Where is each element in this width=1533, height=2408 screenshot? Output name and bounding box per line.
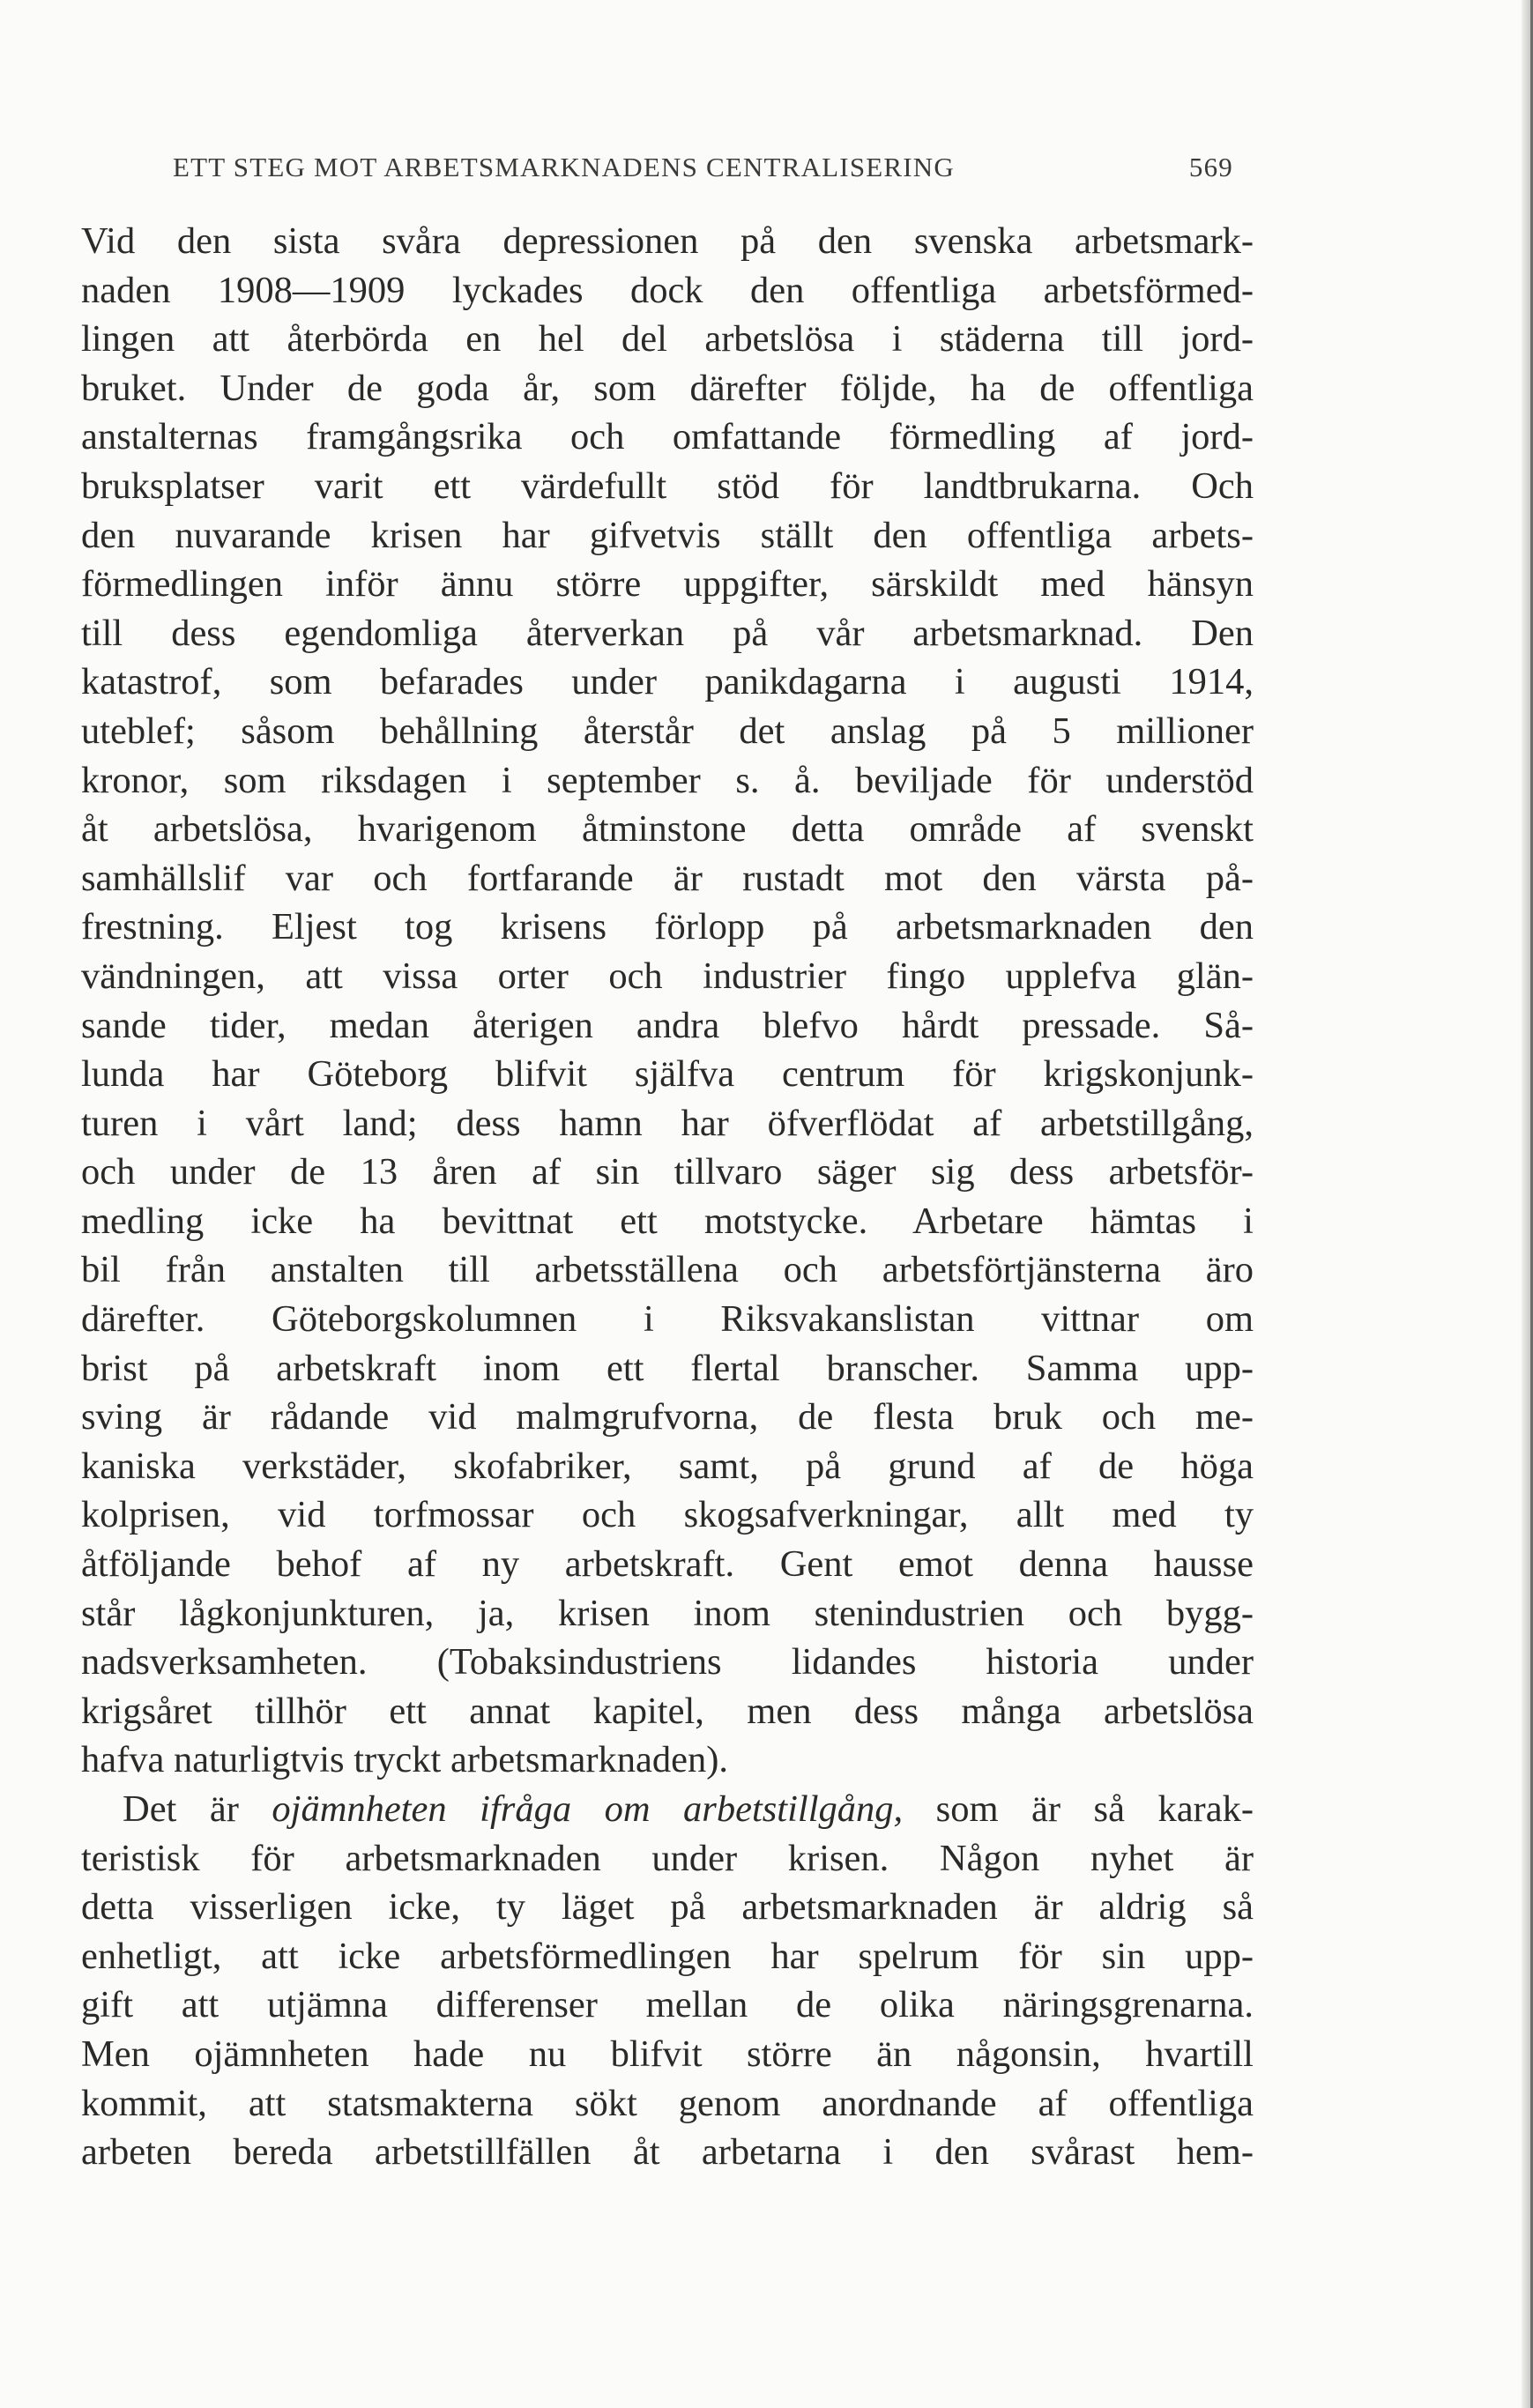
text-line: turen i vårt land; dess hamn har öfverflödat af arbetstillgång, <box>81 1102 1254 1144</box>
text-line: uteblef; såsom behållning återstår det anslag på 5 millioner <box>81 710 1254 752</box>
text-line: samhällslif var och fortfarande är rustadt mot den värsta på- <box>81 857 1254 899</box>
running-head <box>173 152 1233 187</box>
text-line: anstalternas framgångsrika och omfattande förmedling af jord- <box>81 416 1254 458</box>
text-line: Vid den sista svåra depressionen på den svenska arbetsmark- <box>81 220 1254 262</box>
text-line: enhetligt, att icke arbetsförmedlingen har spelrum för sin upp- <box>81 1935 1254 1977</box>
text-line: arbeten bereda arbetstillfällen åt arbetarna i den svårast hem- <box>81 2131 1254 2174</box>
text-line: nadsverksamheten. (Tobaksindustriens lidandes historia under <box>81 1641 1254 1683</box>
text-line: lunda har Göteborg blifvit själfva centrum för krigskonjunk- <box>81 1053 1254 1096</box>
text-line: sande tider, medan återigen andra blefvo hårdt pressade. Så- <box>81 1004 1254 1046</box>
text-line: åt arbetslösa, hvarigenom åtminstone detta område af svenskt <box>81 808 1254 851</box>
text-line: brist på arbetskraft inom ett flertal branscher. Samma upp- <box>81 1347 1254 1389</box>
text-line: sving är rådande vid malmgrufvorna, de flesta bruk och me- <box>81 1396 1254 1438</box>
text-line: den nuvarande krisen har gifvetvis ställt den offentliga arbets- <box>81 514 1254 556</box>
text-line: bruket. Under de goda år, som därefter följde, ha de offentliga <box>81 367 1254 409</box>
text-line: kaniska verkstäder, skofabriker, samt, på grund af de höga <box>81 1445 1254 1487</box>
text-line: gift att utjämna differenser mellan de olika näringsgrenarna. <box>81 1984 1254 2026</box>
text-line: och under de 13 åren af sin tillvaro säger sig dess arbetsför- <box>81 1151 1254 1193</box>
text-line: kommit, att statsmakterna sökt genom anordnande af offentliga <box>81 2082 1254 2124</box>
text-line: naden 1908—1909 lyckades dock den offentliga arbetsförmed- <box>81 269 1254 311</box>
running-title: ETT STEG MOT ARBETSMARKNADENS CENTRALISERING <box>173 152 955 182</box>
text-line: frestning. Eljest tog krisens förlopp på arbetsmarknaden den <box>81 906 1254 948</box>
text-line: detta visserligen icke, ty läget på arbetsmarknaden är aldrig så <box>81 1886 1254 1929</box>
paragraph-end-line: hafva naturligtvis tryckt arbetsmarknaden). <box>81 1739 729 1781</box>
text-line: Men ojämnheten hade nu blifvit större än någonsin, hvartill <box>81 2033 1254 2075</box>
text-line: lingen att återbörda en hel del arbetslösa i städerna till jord- <box>81 318 1254 360</box>
text-line: till dess egendomliga återverkan på vår arbetsmarknad. Den <box>81 612 1254 654</box>
italic-phrase: ojämnheten ifråga om arbetstillgång, <box>272 1788 904 1830</box>
page-edge-shadow <box>1522 0 1530 2408</box>
body-text <box>81 217 1254 2177</box>
text-line: står lågkonjunkturen, ja, krisen inom stenindustrien och bygg- <box>81 1592 1254 1634</box>
text-line: kronor, som riksdagen i september s. å. beviljade för understöd <box>81 759 1254 801</box>
page-number: 569 <box>1188 152 1233 182</box>
text-line: förmedlingen inför ännu större uppgifter, särskildt med hänsyn <box>81 563 1254 606</box>
text-line: katastrof, som befarades under panikdagarna i augusti 1914, <box>81 661 1254 703</box>
text-line: krigsåret tillhör ett annat kapitel, men dess många arbetslösa <box>81 1690 1254 1732</box>
text-line: åtföljande behof af ny arbetskraft. Gent emot denna hausse <box>81 1543 1254 1586</box>
text-line: bil från anstalten till arbetsställena och arbetsförtjänsterna äro <box>81 1249 1254 1291</box>
paragraph-start-line <box>81 1785 1254 1834</box>
text-line: därefter. Göteborgskolumnen i Riksvakanslistan vittnar om <box>81 1298 1254 1341</box>
line-text: Det är <box>123 1788 272 1830</box>
text-line: teristisk för arbetsmarknaden under krisen. Någon nyhet är <box>81 1837 1254 1879</box>
line-text: som är så karak- <box>903 1788 1254 1830</box>
text-line: vändningen, att vissa orter och industrier fingo upplefva glän- <box>81 955 1254 997</box>
text-line: bruksplatser varit ett värdefullt stöd för landtbrukarna. Och <box>81 465 1254 507</box>
text-line: medling icke ha bevittnat ett motstycke. Arbetare hämtas i <box>81 1200 1254 1242</box>
text-line: kolprisen, vid torfmossar och skogsafverkningar, allt med ty <box>81 1494 1254 1536</box>
